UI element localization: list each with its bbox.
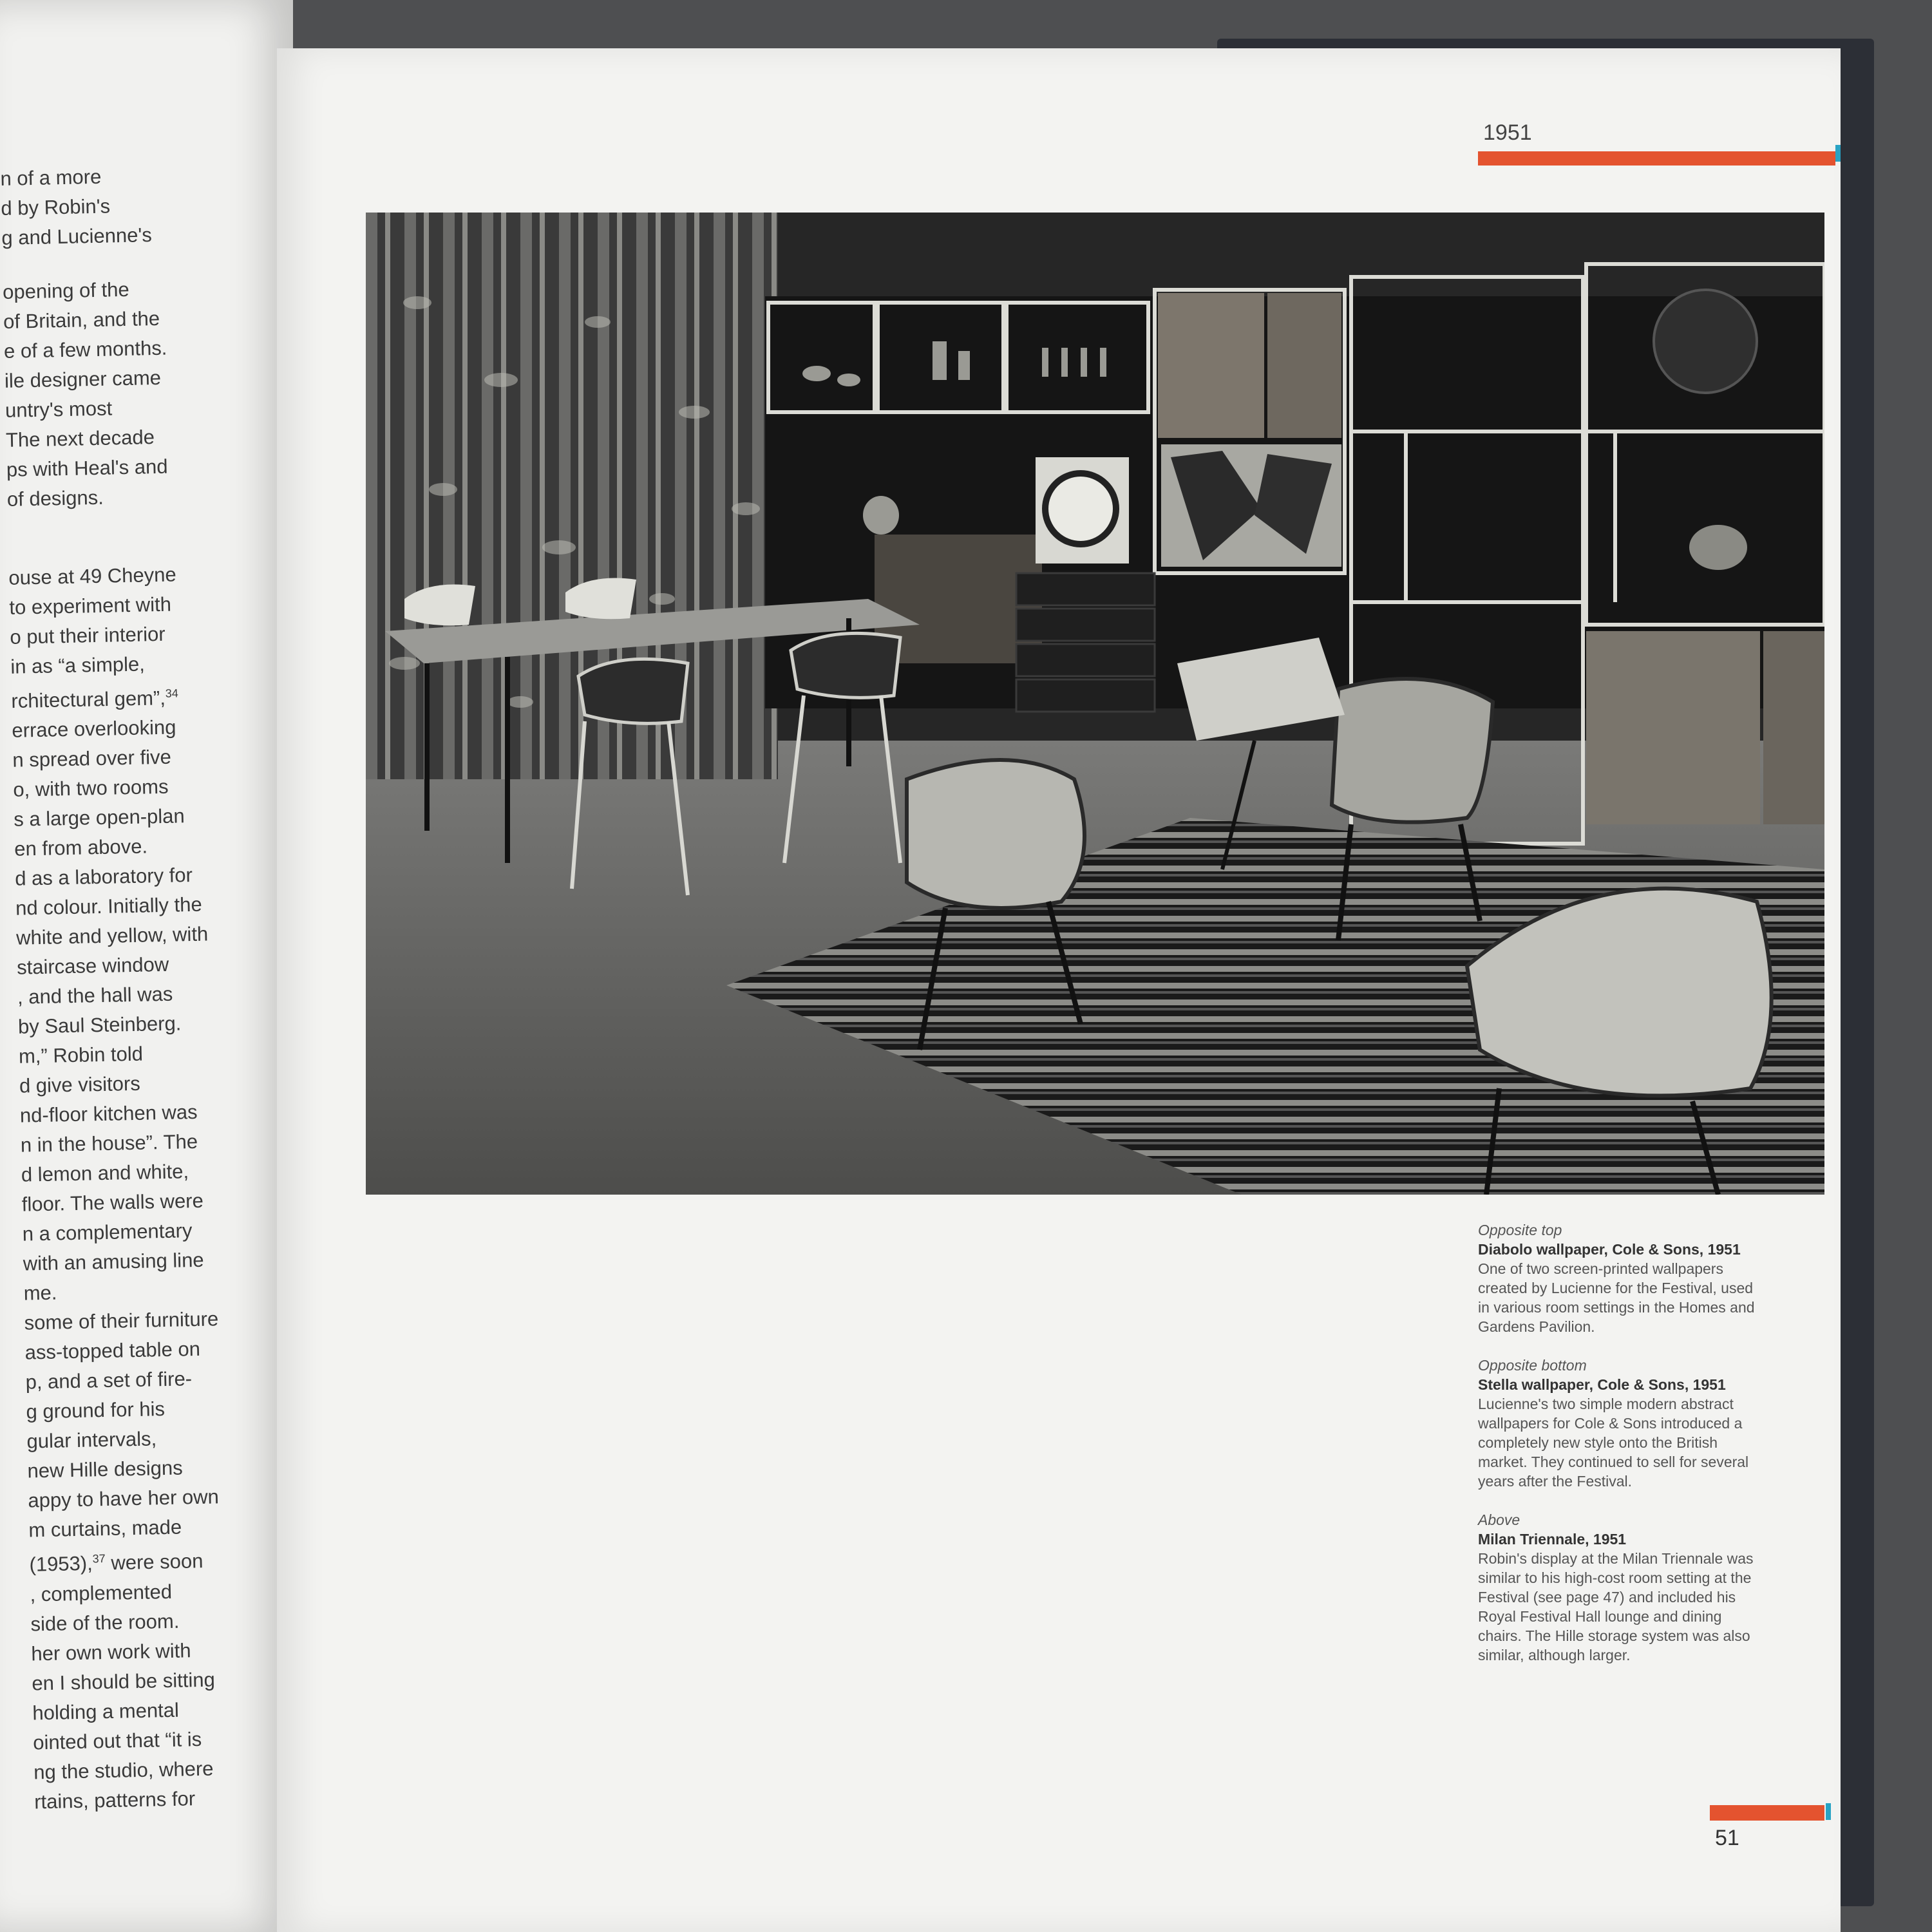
left-text-line-content: some of their furniture — [24, 1307, 219, 1334]
left-text-line-content: g and Lucienne's — [1, 223, 153, 249]
left-text-line-content: new Hille designs — [27, 1456, 184, 1482]
year-accent-bar — [1478, 151, 1835, 166]
left-text-line-content: ng the studio, where — [33, 1757, 214, 1784]
left-text-line-content: n in the house”. The — [20, 1130, 198, 1157]
left-text-line-content: untry's most — [5, 397, 113, 422]
left-text-line-content: d by Robin's — [1, 194, 111, 220]
left-text-line-content: holding a mental — [32, 1698, 180, 1725]
left-text-line-content: ointed out that “it is — [32, 1727, 202, 1754]
wood-panel — [1763, 631, 1824, 824]
left-text-line-content: ouse at 49 Cheyne — [8, 563, 177, 589]
left-text-line-content: to experiment with — [9, 592, 172, 619]
left-text-line — [11, 676, 289, 716]
left-text-line — [32, 1663, 293, 1698]
left-text-line-content: d as a laboratory for — [14, 864, 193, 891]
wood-panel — [1586, 631, 1760, 824]
milan-triennale-photo — [366, 213, 1824, 1195]
caption-position: Above — [1478, 1511, 1520, 1528]
caption-position: Opposite bottom — [1478, 1357, 1587, 1374]
left-text-line-content: o, with two rooms — [12, 775, 169, 802]
left-text-line-content: of designs. — [6, 486, 104, 511]
room-setting-illustration — [366, 213, 1824, 1195]
caption-title: Stella wallpaper, Cole & Sons, 1951 — [1478, 1376, 1726, 1393]
left-text-line — [33, 1722, 293, 1757]
left-text-line-content: rchitectural gem”, — [11, 687, 166, 713]
photo-captions — [1478, 1220, 1755, 1684]
left-text-line-content: me. — [23, 1281, 57, 1305]
left-text-line-content: o put their interior — [10, 622, 166, 649]
blue-accent-mark — [1826, 1803, 1831, 1820]
left-text-line-content: m curtains, made — [28, 1515, 182, 1542]
wood-panel — [1267, 293, 1341, 438]
blue-accent-mark — [1835, 145, 1841, 162]
decorative-plate — [1045, 473, 1116, 544]
left-text-line-content: (1953), — [29, 1552, 93, 1577]
caption-above — [1478, 1510, 1755, 1665]
footnote-marker: 34 — [165, 687, 178, 700]
left-text-line-content: side of the room. — [30, 1609, 180, 1636]
left-text-line — [31, 1633, 293, 1669]
left-text-line-content: d lemon and white, — [21, 1160, 189, 1186]
footnote-marker: 37 — [92, 1552, 106, 1566]
caption-opposite-top — [1478, 1220, 1755, 1336]
page-number: 51 — [1715, 1826, 1739, 1850]
left-text-line-content: opening of the — [2, 278, 129, 303]
left-text-line-content: n spread over five — [12, 745, 172, 772]
left-text-line-content: with an amusing line — [23, 1249, 204, 1275]
left-text-line-content: en I should be sitting — [32, 1668, 216, 1695]
round-object — [1654, 290, 1757, 393]
left-text-line-content: , complemented — [30, 1580, 173, 1606]
left-text-line-content: white and yellow, with — [15, 922, 209, 950]
ceramic-bowl — [1689, 525, 1747, 570]
left-page — [0, 0, 293, 1932]
caption-title: Milan Triennale, 1951 — [1478, 1531, 1627, 1548]
left-page-text — [0, 158, 293, 1817]
left-text-line — [34, 1781, 293, 1817]
caption-title: Diabolo wallpaper, Cole & Sons, 1951 — [1478, 1241, 1741, 1258]
chapter-year: 1951 — [1483, 120, 1532, 145]
left-text-line-content: The next decade — [5, 426, 155, 451]
left-text-line-content: s a large open-plan — [13, 804, 185, 831]
left-text-line-content: staircase window — [16, 953, 169, 980]
caption-opposite-bottom — [1478, 1356, 1755, 1491]
left-text-line — [33, 1752, 293, 1787]
left-text-line-content: errace overlooking — [12, 715, 176, 743]
left-text-line-content: gular intervals, — [26, 1427, 157, 1453]
caption-position: Opposite top — [1478, 1222, 1562, 1238]
left-text-line-content: by Saul Steinberg. — [17, 1012, 182, 1039]
left-text-line-content: of Britain, and the — [3, 307, 160, 333]
wood-panel — [1158, 293, 1264, 438]
left-text-line — [32, 1692, 293, 1728]
left-text-line — [29, 1540, 293, 1580]
left-text-line-content: p, and a set of fire- — [25, 1367, 193, 1394]
page-number-accent-bar — [1710, 1805, 1824, 1821]
left-text-line-content: m,” Robin told — [18, 1042, 144, 1068]
left-text-line-content: in as “a simple, — [10, 652, 146, 678]
right-page — [277, 48, 1841, 1932]
left-text-line-content: nd colour. Initially the — [15, 893, 203, 920]
left-text-line-content: appy to have her own — [28, 1485, 220, 1512]
left-text-line-content: n a complementary — [22, 1219, 193, 1245]
left-text-line-content: ass-topped table on — [24, 1338, 201, 1364]
left-text-line-content: ile designer came — [4, 366, 162, 392]
caption-body: One of two screen-printed wallpapers created by Lucienne for the Festival, used in various room settings in the Homes and Gardens Pavilion. — [1478, 1260, 1755, 1335]
left-text-line-content: nd-floor kitchen was — [19, 1101, 198, 1128]
left-text-line-content: n of a more — [0, 165, 102, 190]
left-text-line-content: en from above. — [14, 835, 148, 861]
left-text-line-content: her own work with — [31, 1638, 191, 1665]
caption-body: Lucienne's two simple modern abstract wallpapers for Cole & Sons introduced a completely new style onto the British market. They continued to sell for several years after the Festival. — [1478, 1396, 1749, 1490]
caption-body: Robin's display at the Milan Triennale was similar to his high-cost room setting at the Festival (see page 47) and included his Royal Festival Hall lounge and dining chairs. The Hille storage system was also similar, although larger. — [1478, 1550, 1754, 1663]
left-text-line-content: , and the hall was — [17, 982, 173, 1009]
left-text-line-content: e of a few months. — [3, 336, 167, 363]
left-text-line-content: floor. The walls were — [21, 1189, 204, 1216]
left-text-line-content: d give visitors — [19, 1072, 141, 1098]
left-text-line-content: rtains, patterns for — [33, 1786, 196, 1814]
left-text-line-content: ps with Heal's and — [6, 455, 168, 481]
left-text-line-content: were soon — [105, 1549, 204, 1575]
left-text-line-content: g ground for his — [26, 1397, 166, 1423]
